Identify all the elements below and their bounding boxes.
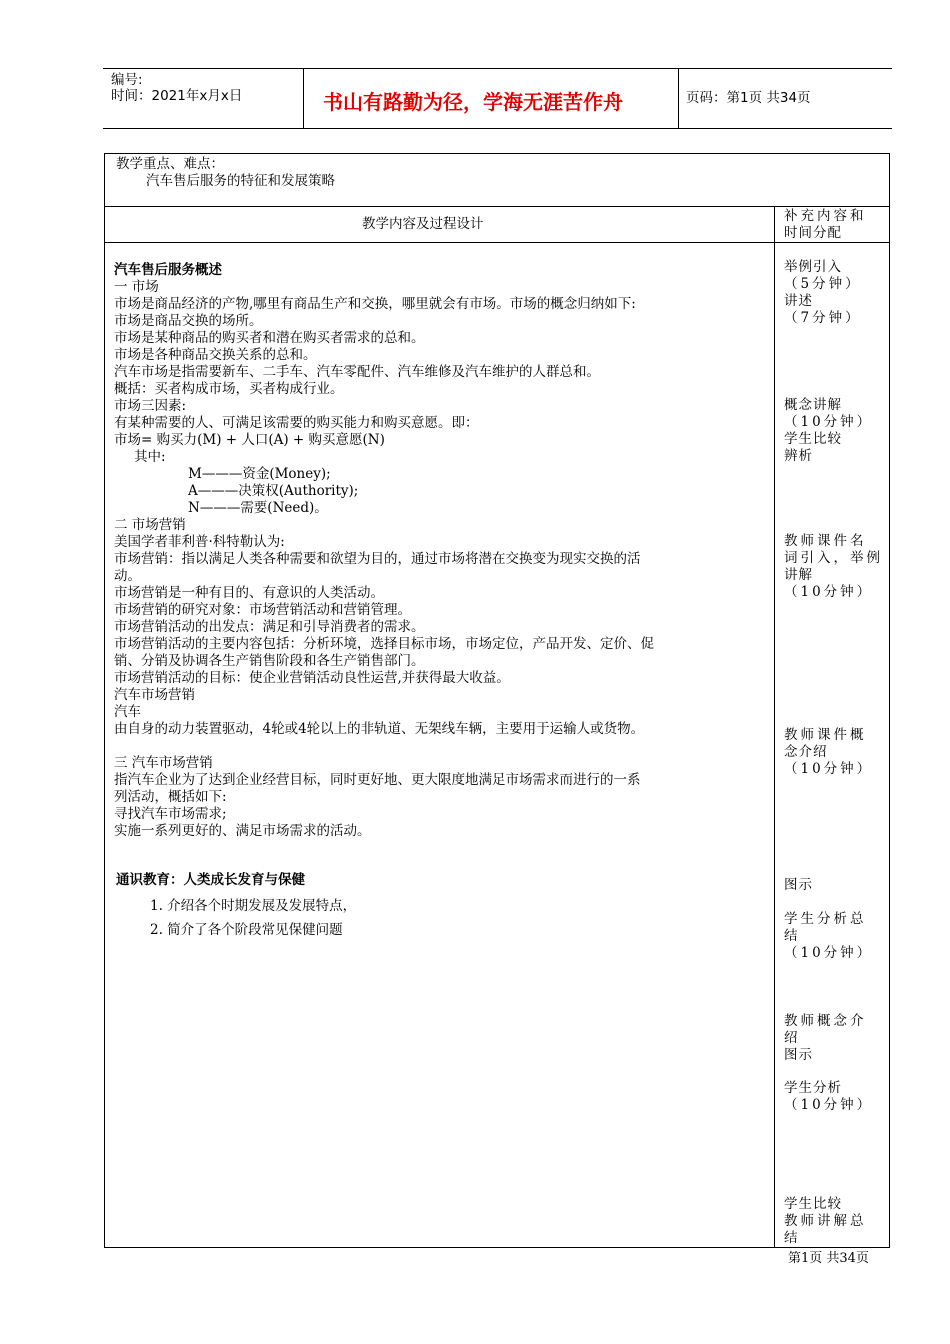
content-line: 有某种需要的人、可满足该需要的购买能力和购买意愿。即： [114,415,479,431]
content-line: 三 汽车市场营销 [114,755,213,771]
side-note-line: 词引入，举例 [784,550,883,566]
side-column-header-line2: 时间分配 [784,225,842,241]
side-note [784,1196,884,1247]
side-note-line: 教师课件概 [784,727,867,743]
content-line: 市场是某种商品的购买者和潜在购买者需求的总和。 [114,330,425,346]
focus-text: 汽车售后服务的特征和发展策略 [146,173,335,189]
side-note-line: 图示 [784,877,813,893]
side-note [784,1013,884,1064]
table-right-border [889,153,890,1248]
side-note-line: 讲解 [784,567,813,583]
header-divider-right [678,68,679,129]
side-note-line: （10分钟） [784,1097,874,1113]
header-bottom-rule [103,128,892,129]
side-note [784,877,884,894]
general-education-item-1: 1. 介绍各个时期发展及发展特点， [150,898,357,914]
side-note-line: 讲述 [784,293,813,309]
content-line: 市场营销活动的目标：使企业营销活动良性运营,并获得最大收益。 [114,670,510,686]
footer-page-number: 第1页 共34页 [788,1251,869,1266]
general-education-title: 通识教育：人类成长发育与保健 [116,872,305,888]
content-line: 销、分销及协调各生产销售阶段和各生产销售部门。 [114,653,425,669]
side-note-line: 念介绍 [784,744,828,760]
content-line: 其中: [134,449,166,465]
side-note-line: 教师讲解总 [784,1213,867,1229]
content-line: 汽车市场营销 [114,687,195,703]
table-column-divider [774,206,775,1248]
content-line: 市场= 购买力(M) + 人口(A) + 购买意愿(N) [114,432,385,448]
content-line: 概括：买者构成市场，买者构成行业。 [114,381,344,397]
side-note [784,533,884,601]
content-line: 市场营销活动的出发点：满足和引导消费者的需求。 [114,619,425,635]
side-note-line: （10分钟） [784,945,874,961]
content-line: 寻找汽车市场需求; [114,806,227,822]
content-line: 市场是商品交换的场所。 [114,313,263,329]
header-time-label: 时间：2021年x月x日 [111,88,243,104]
side-note [784,259,884,327]
content-line: 二 市场营销 [114,517,186,533]
content-line: 市场营销：指以满足人类各种需要和欲望为目的，通过市场将潜在交换变为现实交换的活 [114,551,641,567]
side-note-line: 绍 [784,1030,799,1046]
table-top-border [104,153,890,154]
content-line: 动。 [114,568,141,584]
content-line: 市场是各种商品交换关系的总和。 [114,347,317,363]
header-motto: 书山有路勤为径，学海无涯苦作舟 [323,90,623,114]
main-column-header: 教学内容及过程设计 [362,216,484,232]
content-line: 一 市场 [114,279,159,295]
header-divider-left [303,68,304,129]
side-note-line: （10分钟） [784,414,874,430]
header-number-label: 编号: [111,72,143,88]
content-line: 实施一系列更好的、满足市场需求的活动。 [114,823,371,839]
content-line [114,738,770,755]
side-note-line: 结 [784,928,799,944]
content-line: 由自身的动力装置驱动，4轮或4轮以上的非轨道、无架线车辆，主要用于运输人或货物。 [114,721,645,737]
content-line: 指汽车企业为了达到企业经营目标，同时更好地、更大限度地满足市场需求而进行的一系 [114,772,641,788]
side-note [784,727,884,778]
content-line: 市场营销活动的主要内容包括：分析环境，选择目标市场，市场定位，产品开发、定价、促 [114,636,654,652]
main-content [114,262,770,840]
side-note-line: （7分钟） [784,310,862,326]
general-education-item-2: 2. 简介了各个阶段常见保健问题 [150,922,343,938]
content-line: 列活动，概括如下: [114,789,227,805]
table-row-divider-2 [104,242,890,243]
content-line: N———需要(Need)。 [188,500,328,516]
side-note-line: （10分钟） [784,584,874,600]
side-note-line: 学生比较 [784,431,842,447]
side-note-line: 学生比较 [784,1196,842,1212]
side-note-line: 概念讲解 [784,397,842,413]
content-line: A———决策权(Authority); [188,483,359,499]
side-note-line: 学生分析总 [784,911,867,927]
table-row-divider-1 [104,206,890,207]
content-line: 市场是商品经济的产物,哪里有商品生产和交换，哪里就会有市场。市场的概念归纳如下: [114,296,636,312]
content-line: M———资金(Money); [188,466,331,482]
focus-label: 教学重点、难点： [116,156,224,172]
side-note [784,397,884,465]
section-heading: 汽车售后服务概述 [114,262,222,278]
side-note [784,911,884,962]
side-note-line: 教师概念介 [784,1013,867,1029]
side-note-line: （10分钟） [784,761,874,777]
table-bottom-border [104,1247,890,1248]
side-note-line: 辨析 [784,448,813,464]
side-column-header-line1: 补充内容和 [784,208,867,224]
content-line: 市场营销是一种有目的、有意识的人类活动。 [114,585,384,601]
side-note-line: 学生分析 [784,1080,842,1096]
header-page-label: 页码：第1页 共34页 [686,90,811,106]
content-line: 市场三因素: [114,398,187,414]
side-note-line: 结 [784,1230,799,1246]
header-top-rule [103,68,892,69]
side-note-line: 教师课件名 [784,533,867,549]
side-note [784,1080,884,1114]
content-line: 汽车 [114,704,141,720]
side-note-line: （5分钟） [784,276,862,292]
content-line: 美国学者菲利普·科特勒认为: [114,534,285,550]
side-note-line: 举例引入 [784,259,842,275]
content-line: 市场营销的研究对象：市场营销活动和营销管理。 [114,602,411,618]
table-left-border [104,153,105,1248]
side-note-line: 图示 [784,1047,813,1063]
content-line: 汽车市场是指需要新车、二手车、汽车零配件、汽车维修及汽车维护的人群总和。 [114,364,600,380]
